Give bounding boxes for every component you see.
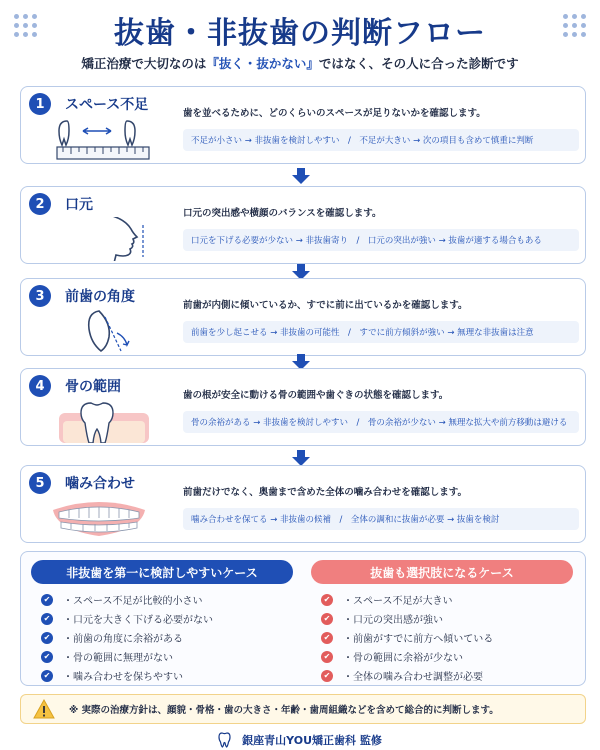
case-item-text: ・口元の突出感が強い [343, 615, 443, 626]
page-subtitle [0, 54, 600, 72]
list-item [321, 609, 573, 628]
tooth-logo-icon [218, 732, 234, 748]
step-note: 口元を下げる必要が少ない → 非抜歯寄り / 口元の突出が強い → 抜歯が適する場合もある [183, 229, 579, 251]
list-item [41, 647, 293, 666]
step-number: 5 [29, 472, 51, 494]
step-description: 口元の突出感や横顔のバランスを確認します。 [183, 208, 382, 219]
step-note: 噛み合わせを保てる → 非抜歯の候補 / 全体の調和に抜歯が必要 → 抜歯を検討 [183, 508, 579, 530]
check-icon: ✔ [41, 651, 53, 663]
case-item-text: ・前歯がすでに前方へ傾いている [343, 634, 494, 645]
footer-text: 銀座青山YOU矯正歯科 監修 [242, 734, 382, 747]
extraction-case [311, 560, 573, 685]
step-description: 前歯だけでなく、奥歯まで含めた全体の噛み合わせを確認します。 [183, 487, 468, 498]
step-title: スペース不足 [65, 97, 149, 113]
step-front-teeth-angle [20, 278, 586, 356]
step-number: 4 [29, 375, 51, 397]
dentition-icon [39, 496, 159, 540]
step-description: 歯の根が安全に動ける骨の範囲や歯ぐきの状態を確認します。 [183, 390, 449, 401]
step-note: 骨の余裕がある → 非抜歯を検討しやすい / 骨の余裕が少ない → 無理な拡大や前方移動は避ける [183, 411, 579, 433]
case-item-text: ・全体の噛み合わせ調整が必要 [343, 672, 483, 683]
page-title: 抜歯・非抜歯の判断フロー [114, 16, 486, 51]
tooth-bone-icon [39, 399, 159, 443]
extraction-case-title: 抜歯も選択肢になるケース [311, 560, 573, 584]
non-extraction-case-title: 非抜歯を第一に検討しやすいケース [31, 560, 293, 584]
list-item [321, 628, 573, 647]
step-number: 1 [29, 93, 51, 115]
list-item [41, 590, 293, 609]
check-icon: ✔ [321, 670, 333, 682]
list-item [321, 666, 573, 685]
teeth-ruler-icon [39, 117, 159, 161]
step-note: 不足が小さい → 非抜歯を検討しやすい / 不足が大きい → 次の項目も含めて慎重に判断 [183, 129, 579, 151]
case-item-text: ・口元を大きく下げる必要がない [63, 615, 213, 626]
case-item-text: ・骨の範囲に余裕が少ない [343, 653, 463, 664]
step-note: 前歯を少し起こせる → 非抜歯の可能性 / すでに前方傾斜が強い → 無理な非抜歯は注意 [183, 321, 579, 343]
check-icon: ✔ [321, 613, 333, 625]
step-title: 前歯の角度 [65, 289, 135, 305]
step-bone-range [20, 368, 586, 446]
check-icon: ✔ [321, 632, 333, 644]
step-title: 骨の範囲 [65, 379, 121, 395]
check-icon: ✔ [321, 594, 333, 606]
face-profile-icon [39, 217, 159, 261]
subtitle-after: ではなく、その人に合った診断です [318, 56, 519, 71]
case-item-text: ・スペース不足が大きい [343, 596, 453, 607]
list-item [41, 609, 293, 628]
check-icon: ✔ [41, 594, 53, 606]
step-description: 歯を並べるために、どのくらいのスペースが足りないかを確認します。 [183, 108, 486, 119]
step-bite [20, 465, 586, 543]
case-item-text: ・スペース不足が比較的小さい [63, 596, 203, 607]
flow-arrow-down-icon [292, 450, 310, 466]
warning-icon [33, 699, 55, 719]
step-number: 3 [29, 285, 51, 307]
check-icon: ✔ [41, 670, 53, 682]
subtitle-highlight: 『抜く・抜かない』 [206, 56, 319, 71]
step-title: 口元 [65, 197, 93, 213]
non-extraction-case [31, 560, 293, 685]
check-icon: ✔ [41, 613, 53, 625]
case-item-text: ・噛み合わせを保ちやすい [63, 672, 183, 683]
list-item [321, 647, 573, 666]
check-icon: ✔ [41, 632, 53, 644]
subtitle-before: 矯正治療で大切なのは [81, 56, 207, 71]
case-comparison [20, 551, 586, 686]
footer-supervision [0, 731, 600, 749]
list-item [321, 590, 573, 609]
flow-arrow-down-icon [292, 168, 310, 184]
step-description: 前歯が内側に傾いているか、すでに前に出ているかを確認します。 [183, 300, 468, 311]
case-item-text: ・骨の範囲に無理がない [63, 653, 173, 664]
notice-text: ※ 実際の治療方針は、顔貌・骨格・歯の大きさ・年齢・歯周組織などを含めて総合的に判断します。 [69, 705, 499, 716]
case-item-text: ・前歯の角度に余裕がある [63, 634, 183, 645]
list-item [41, 628, 293, 647]
step-mouth [20, 186, 586, 264]
disclaimer-notice [20, 694, 586, 724]
check-icon: ✔ [321, 651, 333, 663]
tooth-angle-icon [39, 309, 159, 353]
step-title: 噛み合わせ [65, 476, 135, 492]
list-item [41, 666, 293, 685]
step-space-shortage [20, 86, 586, 164]
step-number: 2 [29, 193, 51, 215]
